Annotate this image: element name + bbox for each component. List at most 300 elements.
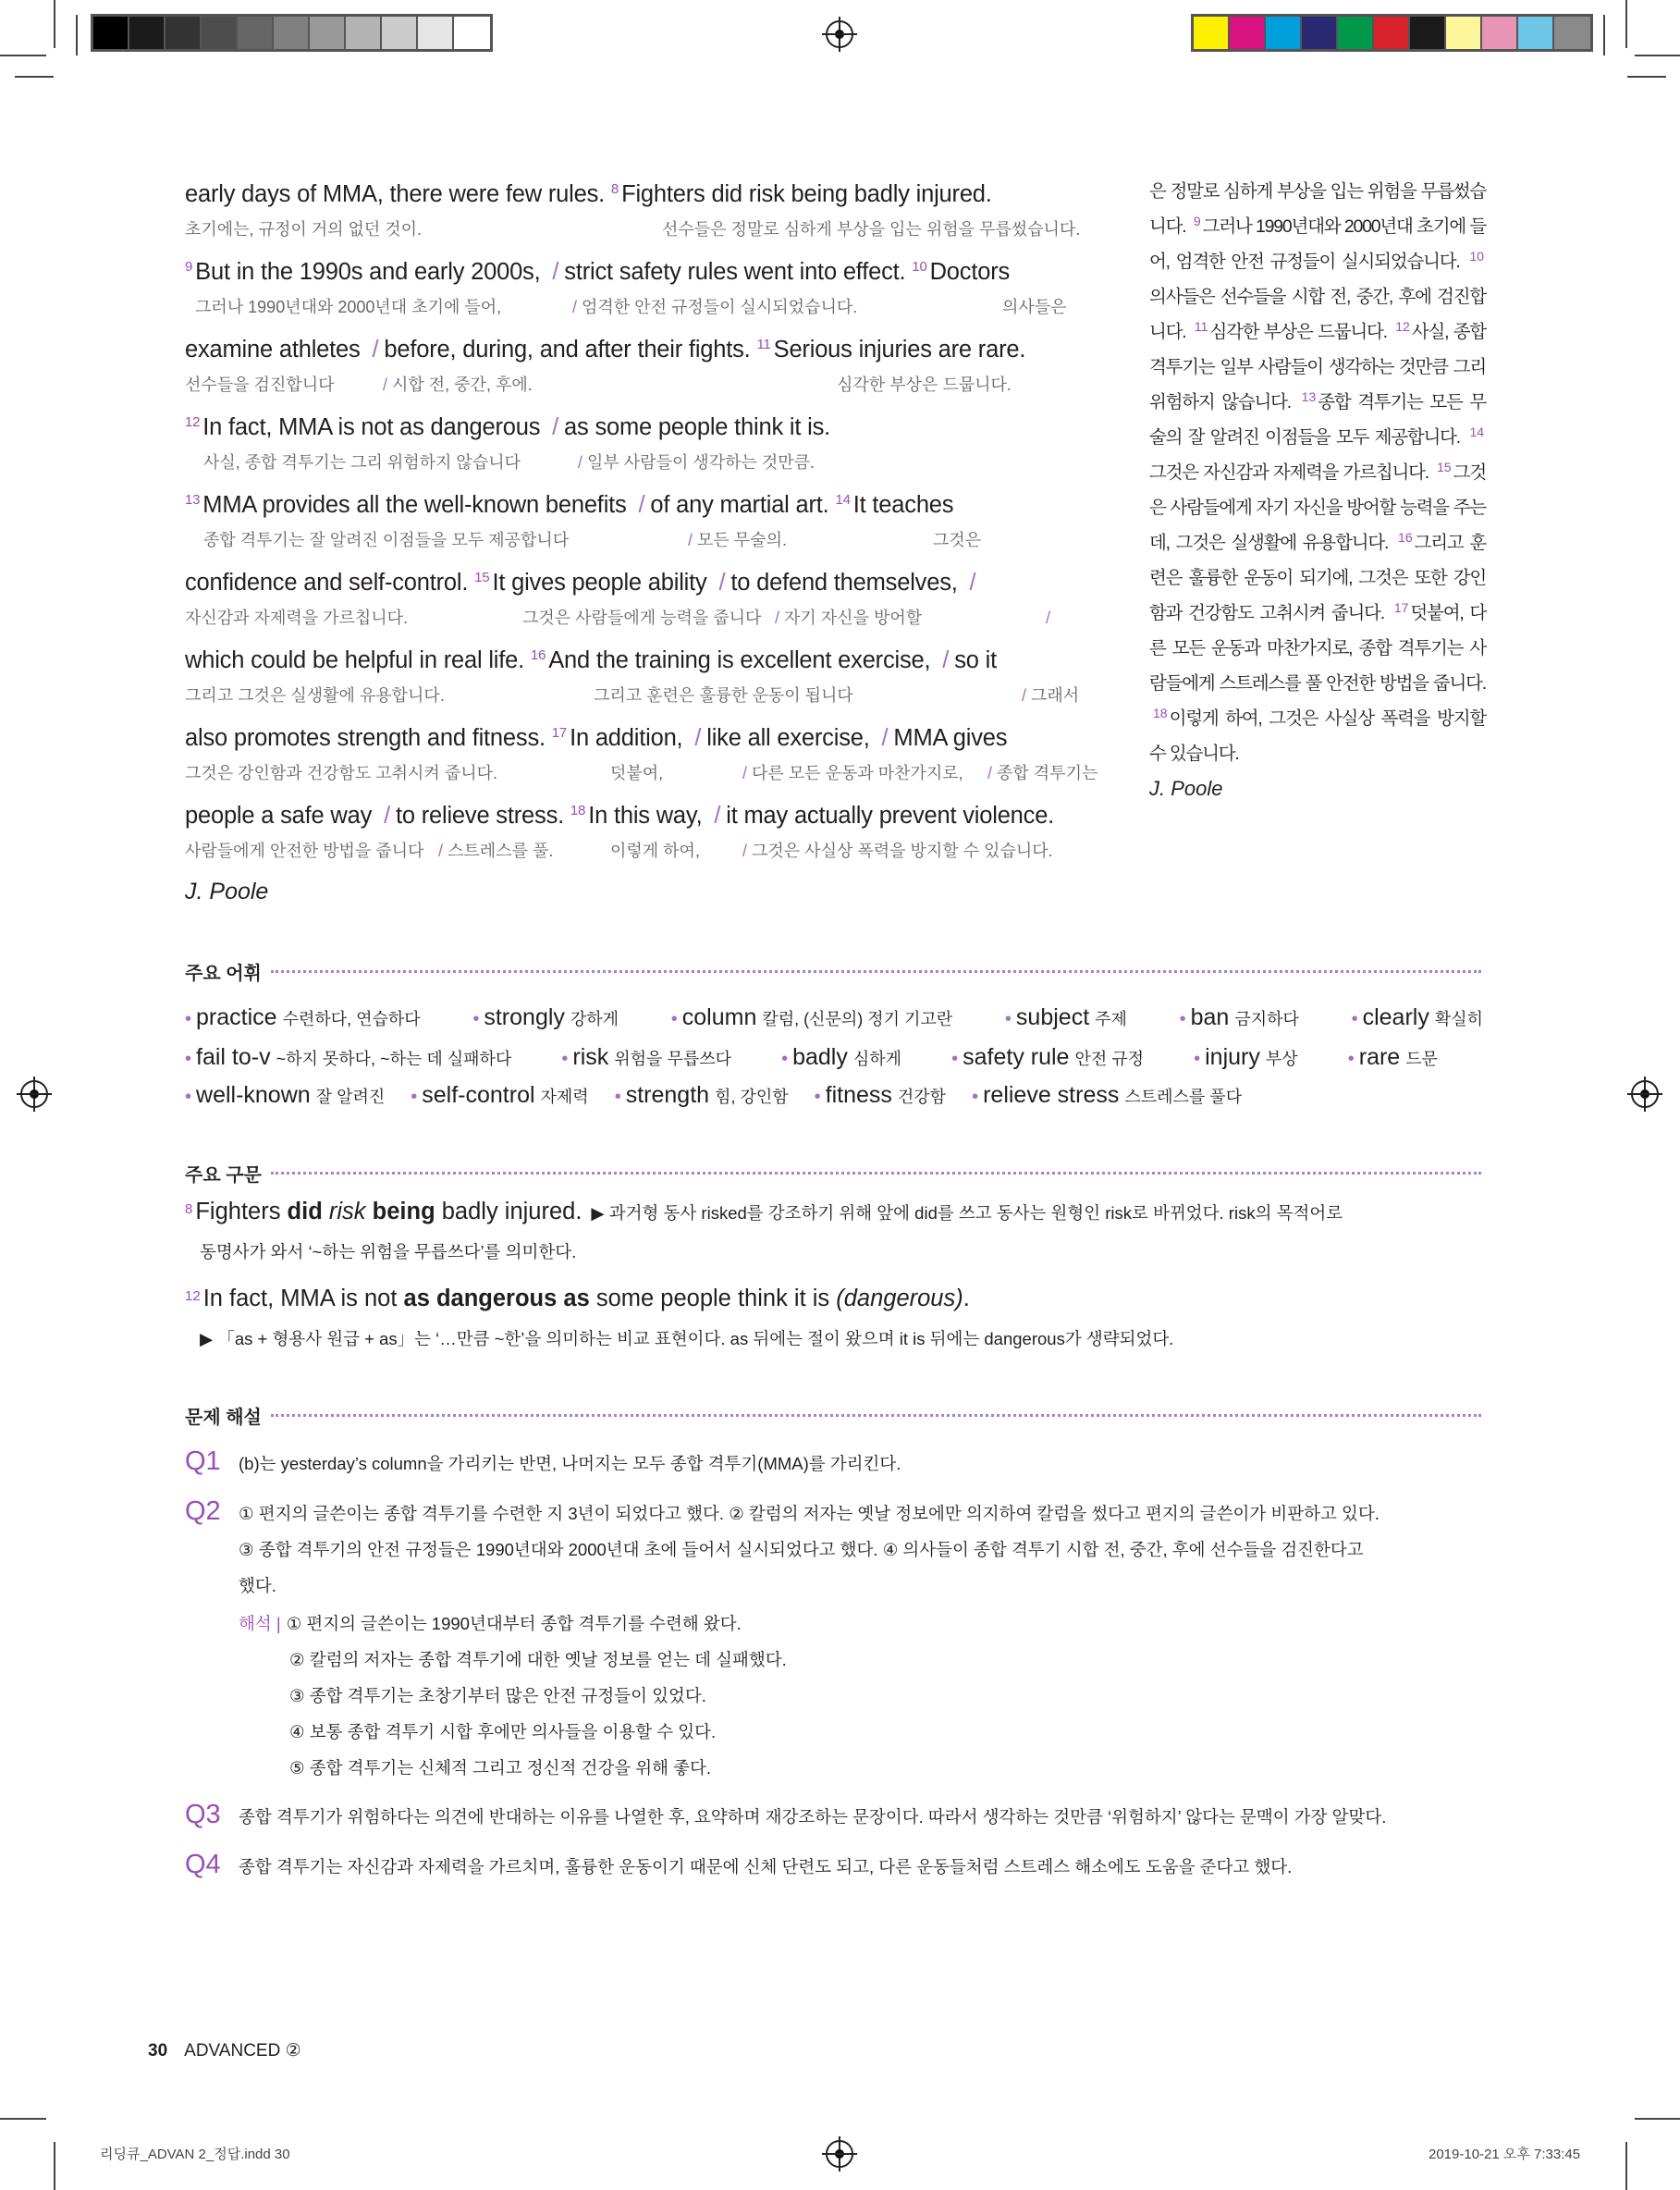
gloss-text: 일부 사람들이 생각하는 것만큼. xyxy=(587,453,815,472)
chunk-slash: / xyxy=(572,298,578,316)
sentence-number: 13 xyxy=(1301,388,1317,404)
gloss-text: 다른 모든 운동과 마찬가지로, xyxy=(752,764,963,782)
passage-text: In this way, xyxy=(588,803,703,829)
translation-note xyxy=(239,1611,742,1635)
bullet-icon: • xyxy=(185,1087,192,1107)
vocab-item xyxy=(1348,1042,1438,1074)
chunk-slash: / xyxy=(987,764,993,782)
vocab-word: relieve stress xyxy=(983,1082,1120,1108)
page-number: 30 xyxy=(148,2041,168,2061)
vocab-word: well-known xyxy=(196,1082,311,1108)
vocab-row xyxy=(185,1003,1483,1034)
vocab-item xyxy=(951,1042,1144,1074)
crop-mark xyxy=(1635,55,1680,56)
haeseok-item: ③ 종합 격투기는 초창기부터 많은 안전 규정들이 있었다. xyxy=(289,1686,706,1705)
answer-q2 xyxy=(185,1495,1487,1604)
vocab-word: clearly xyxy=(1362,1004,1429,1030)
vocab-item xyxy=(185,1080,385,1112)
answer-line: ③ 종합 격투기의 안전 규정들은 1990년대와 2000년대 초에 들어서 실시되었다고 했다. ④ 의사들이 종합 격투기 시합 전, 중간, 후에 선수들을 검진한다고 xyxy=(239,1540,1364,1559)
chunk-slash: / xyxy=(438,842,444,860)
vocab-meaning: 심하게 xyxy=(852,1050,902,1068)
sentence-number: 12 xyxy=(185,413,201,430)
grayscale-color-bar xyxy=(91,14,493,52)
gloss-text: 그것은 사람들에게 능력을 줍니다 xyxy=(522,609,762,627)
registration-mark-icon xyxy=(1631,1080,1659,1108)
color-swatch xyxy=(1230,17,1266,49)
vocab-item xyxy=(1180,1003,1299,1034)
phrase-italic: risk xyxy=(328,1199,366,1224)
passage-text: like all exercise, xyxy=(706,725,870,751)
chunk-slash: / xyxy=(694,725,702,751)
gloss-text: 심각한 부상은 드뭅니다. xyxy=(837,375,1012,394)
color-swatch xyxy=(238,17,274,49)
answer-line: 했다. xyxy=(239,1576,276,1595)
color-swatch xyxy=(454,17,490,49)
passage-line-korean xyxy=(185,529,1128,551)
sentence-number: 15 xyxy=(474,569,490,585)
gloss-segment xyxy=(578,451,815,474)
crop-mark xyxy=(1627,76,1666,78)
vocab-item xyxy=(1005,1003,1127,1034)
crop-mark xyxy=(0,2118,46,2120)
gloss-text: 종합 격투기는 잘 알려진 이점들을 모두 제공합니다 xyxy=(203,531,570,549)
phrase-text: some people think it is xyxy=(589,1286,837,1311)
color-swatch xyxy=(346,17,382,49)
phrase-explanation: ▶ 「as + 형용사 원급 + as」는 ‘…만큼 ~한’을 의미하는 비교 표현이다. as 뒤에는 절이 왔으며 it is 뒤에는 dangerous가 생략되었다. xyxy=(200,1329,1174,1348)
phrase-item xyxy=(185,1286,970,1312)
color-swatch xyxy=(1518,17,1554,49)
phrase-text xyxy=(323,1199,329,1224)
gloss-text: 선수들은 정말로 심하게 부상을 입는 위험을 무릅썼습니다. xyxy=(662,220,1081,239)
passage-line-korean xyxy=(185,840,1128,862)
vocab-word: strongly xyxy=(484,1004,565,1030)
vocab-item xyxy=(815,1080,946,1112)
sentence-number: 12 xyxy=(1395,318,1410,334)
passage-text: strict safety rules went into effect. xyxy=(564,259,906,285)
crop-mark xyxy=(1635,2118,1680,2120)
gloss-text: 그리고 훈련은 훌륭한 운동이 됩니다 xyxy=(594,686,853,705)
gloss-text: 초기에는, 규정이 거의 없던 것이. xyxy=(185,220,423,239)
gloss-segment xyxy=(195,296,501,318)
vocab-meaning: 건강함 xyxy=(897,1088,947,1106)
vocab-meaning: 잘 알려진 xyxy=(315,1088,386,1106)
phrase-item xyxy=(185,1199,1343,1225)
answer-text: 종합 격투기가 위험하다는 의견에 반대하는 이유를 나열한 후, 요약하며 재강조하는 문장이다. 따라서 생각하는 것만큼 ‘위험하지’ 않다는 문맥이 가장 알맞다. xyxy=(239,1807,1387,1827)
color-swatch xyxy=(274,17,310,49)
passage-line-english xyxy=(185,724,1007,752)
gloss-text: 스트레스를 풀. xyxy=(448,842,554,860)
vocab-item xyxy=(615,1080,789,1112)
vocab-meaning: 주제 xyxy=(1095,1010,1127,1028)
color-swatch xyxy=(1410,17,1446,49)
color-swatch xyxy=(93,17,129,49)
sentence-number: 14 xyxy=(1469,424,1485,439)
gloss-segment xyxy=(837,374,1012,396)
vocab-meaning: 힘, 강인함 xyxy=(715,1088,789,1106)
sentence-number: 17 xyxy=(551,724,568,741)
question-label: Q4 xyxy=(185,1850,221,1879)
gloss-text: 그것은 강인함과 건강함도 고취시켜 줍니다. xyxy=(185,764,497,782)
gloss-text: 이렇게 하여, xyxy=(610,842,700,860)
vocab-item xyxy=(972,1080,1242,1112)
gloss-segment xyxy=(742,762,963,784)
phrase-text: Fighters xyxy=(195,1199,288,1224)
gloss-segment xyxy=(185,218,422,240)
vocab-word: subject xyxy=(1015,1004,1090,1030)
gloss-segment xyxy=(572,296,857,318)
bullet-icon: • xyxy=(561,1049,569,1069)
sentence-number: 11 xyxy=(756,336,771,352)
crop-mark xyxy=(1603,15,1605,55)
phrase-emphasis: as dangerous as xyxy=(403,1286,590,1311)
registration-mark-icon xyxy=(20,1080,48,1108)
chunk-slash: / xyxy=(742,842,748,860)
sentence-number: 10 xyxy=(912,258,927,275)
gloss-segment xyxy=(522,607,761,629)
sentence-number: 9 xyxy=(185,258,193,275)
sentence-number: 16 xyxy=(530,646,546,663)
answer-text-block xyxy=(239,1495,1487,1604)
answer-q3 xyxy=(185,1799,1487,1835)
passage-text: so it xyxy=(954,647,997,673)
answer-q1 xyxy=(185,1446,1487,1482)
gloss-text: 시합 전, 중간, 후에. xyxy=(392,375,533,394)
gloss-text: 자기 자신을 방어할 xyxy=(784,609,923,627)
vocab-meaning: 확실히 xyxy=(1434,1010,1483,1028)
passage-text: MMA provides all the well-known benefits xyxy=(202,492,627,518)
passage-line-korean xyxy=(185,296,1128,318)
vocab-row xyxy=(185,1042,1438,1074)
passage-text: Fighters did risk being badly injured. xyxy=(621,181,992,207)
passage-line-english xyxy=(185,258,1010,286)
translation-text xyxy=(1149,174,1486,771)
answer-text: 종합 격투기는 자신감과 자제력을 가르치며, 훌륭한 운동이기 때문에 신체 단련도 되고, 다른 운동들처럼 스트레스 해소에도 도움을 준다고 했다. xyxy=(239,1857,1293,1876)
answers-section-header xyxy=(185,1402,1481,1429)
question-label: Q2 xyxy=(185,1496,221,1526)
question-label: Q1 xyxy=(185,1446,221,1476)
gloss-text: 자신감과 자제력을 가르칩니다. xyxy=(185,609,409,627)
translation-sentence: 종합 격투기는 모든 무술의 잘 알려진 이점들을 모두 제공합니다. xyxy=(1149,392,1486,448)
bullet-icon: • xyxy=(951,1049,959,1069)
color-swatch xyxy=(382,17,418,49)
sentence-number: 8 xyxy=(185,1200,193,1217)
crop-mark xyxy=(1625,2142,1627,2190)
vocab-meaning: 스트레스를 풀다 xyxy=(1124,1088,1243,1106)
vocab-meaning: ~하지 못하다, ~하는 데 실패하다 xyxy=(276,1050,512,1068)
chunk-slash: / xyxy=(1022,686,1027,705)
gloss-text: 덧붙여, xyxy=(610,764,664,782)
color-swatch xyxy=(1446,17,1482,49)
passage-line-korean xyxy=(185,451,1128,474)
gloss-segment xyxy=(610,762,663,784)
phrase-text: . xyxy=(963,1286,970,1311)
vocab-meaning: 금지하다 xyxy=(1234,1010,1299,1028)
gloss-segment xyxy=(662,218,1080,240)
passage-text: as some people think it is. xyxy=(564,414,831,440)
color-swatch xyxy=(1302,17,1338,49)
vocab-meaning: 자제력 xyxy=(540,1088,589,1106)
answers-title: 문제 해설 xyxy=(185,1408,262,1428)
phrase-text: In fact, MMA is not xyxy=(202,1286,404,1311)
gloss-segment xyxy=(742,840,1053,862)
vocab-title: 주요 어휘 xyxy=(185,964,262,984)
color-swatch xyxy=(1194,17,1230,49)
passage-line-korean xyxy=(185,374,1128,396)
vocab-meaning: 부상 xyxy=(1265,1050,1298,1068)
sentence-number: 15 xyxy=(1437,459,1452,474)
bullet-icon: • xyxy=(670,1009,678,1029)
bullet-icon: • xyxy=(781,1049,789,1069)
gloss-segment xyxy=(610,840,700,862)
passage-text: which could be helpful in real life. xyxy=(185,647,525,673)
passage-text: confidence and self-control. xyxy=(185,570,469,596)
answer-line: ① 편지의 글쓴이는 종합 격투기를 수련한 지 3년이 되었다고 했다. ② 칼럼의 저자는 옛날 정보에만 의지하여 칼럼을 썼다고 편지의 글쓴이가 비판하고 있다. xyxy=(239,1504,1380,1523)
haeseok-item: ② 칼럼의 저자는 종합 격투기에 대한 옛날 정보를 얻는 데 실패했다. xyxy=(289,1650,787,1669)
crop-mark xyxy=(76,15,78,55)
gloss-segment xyxy=(987,762,1098,784)
bullet-icon: • xyxy=(411,1087,418,1107)
gloss-text: 그래서 xyxy=(1031,686,1080,705)
passage-text: And the training is excellent exercise, xyxy=(548,647,931,673)
gloss-segment xyxy=(688,529,787,551)
translation-sentence: 사실, 종합 격투기는 일부 사람들이 생각하는 것만큼 그리 위험하지 않습니다. xyxy=(1149,322,1487,412)
passage-text: before, during, and after their fights. xyxy=(384,337,751,363)
passage-text: of any martial art. xyxy=(650,492,829,518)
passage-line-english xyxy=(185,413,830,441)
phrase-italic: (dangerous) xyxy=(836,1286,963,1311)
vocab-section-header xyxy=(185,958,1481,985)
gloss-text: 그러나 1990년대와 2000년대 초기에 들어, xyxy=(195,298,502,316)
vocab-word: self-control xyxy=(422,1082,535,1108)
passage-line-english xyxy=(185,802,1054,830)
bullet-icon: • xyxy=(185,1049,192,1069)
sentence-number: 18 xyxy=(570,802,586,818)
dotted-divider xyxy=(271,970,1481,973)
gloss-segment xyxy=(203,451,521,474)
passage-line-korean xyxy=(185,607,1128,629)
vocab-meaning: 위험을 무릅쓰다 xyxy=(614,1050,731,1068)
vocab-meaning: 안전 규정 xyxy=(1074,1050,1145,1068)
passage-text: MMA gives xyxy=(893,725,1008,751)
vocab-word: injury xyxy=(1205,1044,1260,1070)
passage-author: J. Poole xyxy=(185,879,269,904)
haeseok-label: 해석 | xyxy=(239,1614,281,1633)
translation-sentence: 이렇게 하여, 그것은 사실상 폭력을 방지할 수 있습니다. xyxy=(1149,708,1486,764)
passage-line-english xyxy=(185,646,997,674)
passage-text: It gives people ability xyxy=(492,570,707,596)
bullet-icon: • xyxy=(185,1009,192,1029)
vocab-word: fail to-v xyxy=(196,1044,271,1070)
vocab-item xyxy=(561,1042,731,1074)
bullet-icon: • xyxy=(972,1087,979,1107)
vocab-item xyxy=(185,1003,421,1034)
chunk-slash: / xyxy=(638,492,645,518)
passage-text: examine athletes xyxy=(185,337,361,363)
slug-timestamp: 2019-10-21 오후 7:33:45 xyxy=(1429,2147,1581,2162)
passage-text: to defend themselves, xyxy=(730,570,958,596)
translation-sentence: 그러나 1990년대와 2000년대 초기에 들어, 엄격한 안전 규정들이 실시되었습니다. xyxy=(1149,216,1486,272)
phrase-emphasis: being xyxy=(372,1199,435,1224)
chunk-slash: / xyxy=(969,570,976,596)
vocab-word: badly xyxy=(792,1044,848,1070)
gloss-segment xyxy=(185,762,497,784)
passage-text: to relieve stress. xyxy=(395,803,565,829)
chunk-slash: / xyxy=(775,609,780,627)
translation-author: J. Poole xyxy=(1149,777,1223,800)
vocab-item xyxy=(1194,1042,1298,1074)
crop-mark xyxy=(0,55,46,56)
passage-line-english xyxy=(185,491,953,519)
question-label: Q3 xyxy=(185,1800,221,1829)
vocab-row xyxy=(185,1080,1479,1112)
book-title: ADVANCED ② xyxy=(184,2041,301,2061)
chunk-slash: / xyxy=(742,764,748,782)
sentence-number: 11 xyxy=(1194,318,1208,334)
passage-text: Doctors xyxy=(929,259,1011,285)
vocab-word: practice xyxy=(196,1004,277,1030)
bullet-icon: • xyxy=(1347,1049,1355,1069)
passage-line-english xyxy=(185,569,981,597)
vocab-word: strength xyxy=(625,1082,710,1108)
chunk-slash: / xyxy=(714,803,721,829)
vocab-item xyxy=(1352,1003,1483,1034)
page-footer xyxy=(148,2040,301,2061)
chunk-slash: / xyxy=(578,453,583,472)
sentence-number: 18 xyxy=(1153,705,1168,720)
sentence-number: 17 xyxy=(1393,599,1409,615)
passage-text: people a safe way xyxy=(185,803,373,829)
slug-filename: 리딩큐_ADVAN 2_정답.indd 30 xyxy=(100,2147,290,2162)
passage-text: also promotes strength and fitness. xyxy=(185,725,546,751)
phrases-section-header xyxy=(185,1160,1481,1187)
phrase-emphasis: did xyxy=(287,1199,323,1224)
chunk-slash: / xyxy=(942,647,950,673)
gloss-segment xyxy=(1046,607,1055,629)
passage-line-english xyxy=(185,180,992,208)
vocab-word: ban xyxy=(1190,1004,1230,1030)
passage-text: It teaches xyxy=(852,492,954,518)
vocab-item xyxy=(411,1080,588,1112)
dotted-divider xyxy=(271,1172,1481,1175)
vocab-word: fitness xyxy=(825,1082,892,1108)
gloss-segment xyxy=(203,529,569,551)
phrase-explanation: ▶ 과거형 동사 risked를 강조하기 위해 앞에 did를 쓰고 동사는 원형인 risk로 바뀌었다. risk의 목적어로 xyxy=(591,1203,1343,1223)
gloss-segment xyxy=(438,840,553,862)
translation-sentence: 그리고 훈련은 훌륭한 운동이 되기에, 그것은 또한 강인함과 건강함도 고취시켜 줍니다. xyxy=(1149,533,1486,623)
phrase-text: badly injured. xyxy=(435,1199,582,1224)
process-color-bar xyxy=(1191,14,1593,52)
gloss-text: 사실, 종합 격투기는 그리 위험하지 않습니다 xyxy=(203,453,521,472)
gloss-text: 엄격한 안전 규정들이 실시되었습니다. xyxy=(582,298,858,316)
chunk-slash: / xyxy=(372,337,379,363)
crop-mark xyxy=(15,76,54,78)
passage-text: Serious injuries are rare. xyxy=(773,337,1026,363)
bullet-icon: • xyxy=(472,1009,480,1029)
passage-line-korean xyxy=(185,684,1128,707)
vocab-meaning: 수련하다, 연습하다 xyxy=(282,1010,421,1028)
crop-mark xyxy=(54,2142,55,2190)
sentence-number: 8 xyxy=(610,180,619,197)
bullet-icon: • xyxy=(1194,1049,1201,1069)
chunk-slash: / xyxy=(384,803,390,829)
crop-mark xyxy=(1625,0,1627,48)
bullet-icon: • xyxy=(614,1087,621,1107)
sentence-number: 12 xyxy=(185,1287,201,1304)
vocab-word: safety rule xyxy=(963,1044,1070,1070)
phrases-title: 주요 구문 xyxy=(185,1165,262,1186)
sentence-number: 16 xyxy=(1398,529,1413,545)
answer-q4 xyxy=(185,1849,1487,1885)
gloss-text: 모든 무술의. xyxy=(697,531,787,549)
translation-sentence: 의사들은 선수들을 시합 전, 중간, 후에 검진합니다. xyxy=(1149,287,1486,342)
chunk-slash: / xyxy=(383,375,388,394)
answer-text: (b)는 yesterday’s column을 가리키는 반면, 나머지는 모두 종합 격투기(MMA)를 가리킨다. xyxy=(239,1454,901,1473)
registration-mark-icon xyxy=(826,2140,853,2168)
gloss-segment xyxy=(1022,684,1079,707)
translation-sentence: 그것은 자신감과 자제력을 가르칩니다. xyxy=(1149,462,1429,483)
registration-mark-icon xyxy=(826,20,853,48)
translation-sentence: 심각한 부상은 드뭅니다. xyxy=(1209,322,1387,342)
sentence-number: 13 xyxy=(185,491,201,508)
vocab-meaning: 강하게 xyxy=(570,1010,619,1028)
crop-mark xyxy=(54,0,55,48)
haeseok-item: ① 편지의 글쓴이는 1990년대부터 종합 격투기를 수련해 왔다. xyxy=(286,1614,742,1633)
haeseok-item: ⑤ 종합 격투기는 신체적 그리고 정신적 건강을 위해 좋다. xyxy=(289,1758,712,1778)
gloss-segment xyxy=(383,374,533,396)
bullet-icon: • xyxy=(814,1087,821,1107)
translation-column xyxy=(1149,174,1486,805)
color-swatch xyxy=(1374,17,1410,49)
gloss-text: 종합 격투기는 xyxy=(997,764,1098,782)
chunk-slash: / xyxy=(688,531,693,549)
gloss-segment xyxy=(775,607,922,629)
gloss-segment xyxy=(933,529,981,551)
color-swatch xyxy=(129,17,166,49)
haeseok-item: ④ 보통 종합 격투기 시합 후에만 의사들을 이용할 수 있다. xyxy=(289,1722,717,1741)
bullet-icon: • xyxy=(1004,1009,1012,1029)
passage-text: In addition, xyxy=(570,725,683,751)
sentence-number: 14 xyxy=(835,491,851,508)
gloss-segment xyxy=(1002,296,1067,318)
color-swatch xyxy=(1266,17,1302,49)
translation-sentence: 그것은 사람들에게 자기 자신을 방어할 능력을 주는데, 그것은 실생활에 유용합니다. xyxy=(1149,462,1486,553)
passage-line-english xyxy=(185,336,1025,363)
vocab-word: risk xyxy=(572,1044,609,1070)
gloss-segment xyxy=(185,684,445,707)
chunk-slash: / xyxy=(881,725,889,751)
vocab-word: column xyxy=(681,1004,757,1030)
chunk-slash: / xyxy=(552,414,559,440)
vocab-item xyxy=(185,1042,511,1074)
gloss-text: 그것은 사실상 폭력을 방지할 수 있습니다. xyxy=(752,842,1053,860)
gloss-text: 그리고 그것은 실생활에 유용합니다. xyxy=(185,686,445,705)
bullet-icon: • xyxy=(1351,1009,1358,1029)
passage-text: In fact, MMA is not as dangerous xyxy=(202,414,541,440)
gloss-segment xyxy=(185,607,408,629)
color-swatch xyxy=(166,17,202,49)
translation-sentence: 은 정말로 심하게 부상을 입는 위험을 무릅썼습니다. xyxy=(1149,181,1486,237)
gloss-segment xyxy=(185,374,335,396)
phrase-text xyxy=(366,1199,373,1224)
gloss-text: 의사들은 xyxy=(1002,298,1067,316)
dotted-divider xyxy=(271,1414,1481,1417)
phrase-explanation-continued: 동명사가 와서 ‘~하는 위험을 무릅쓰다’를 의미한다. xyxy=(200,1242,577,1261)
vocab-item xyxy=(671,1003,952,1034)
passage-line-korean xyxy=(185,762,1128,784)
translation-sentence: 덧붙여, 다른 모든 운동과 마찬가지로, 종합 격투기는 사람들에게 스트레스를 풀 안전한 방법을 줍니다. xyxy=(1149,603,1487,694)
vocab-item xyxy=(472,1003,619,1034)
bullet-icon: • xyxy=(1179,1009,1186,1029)
